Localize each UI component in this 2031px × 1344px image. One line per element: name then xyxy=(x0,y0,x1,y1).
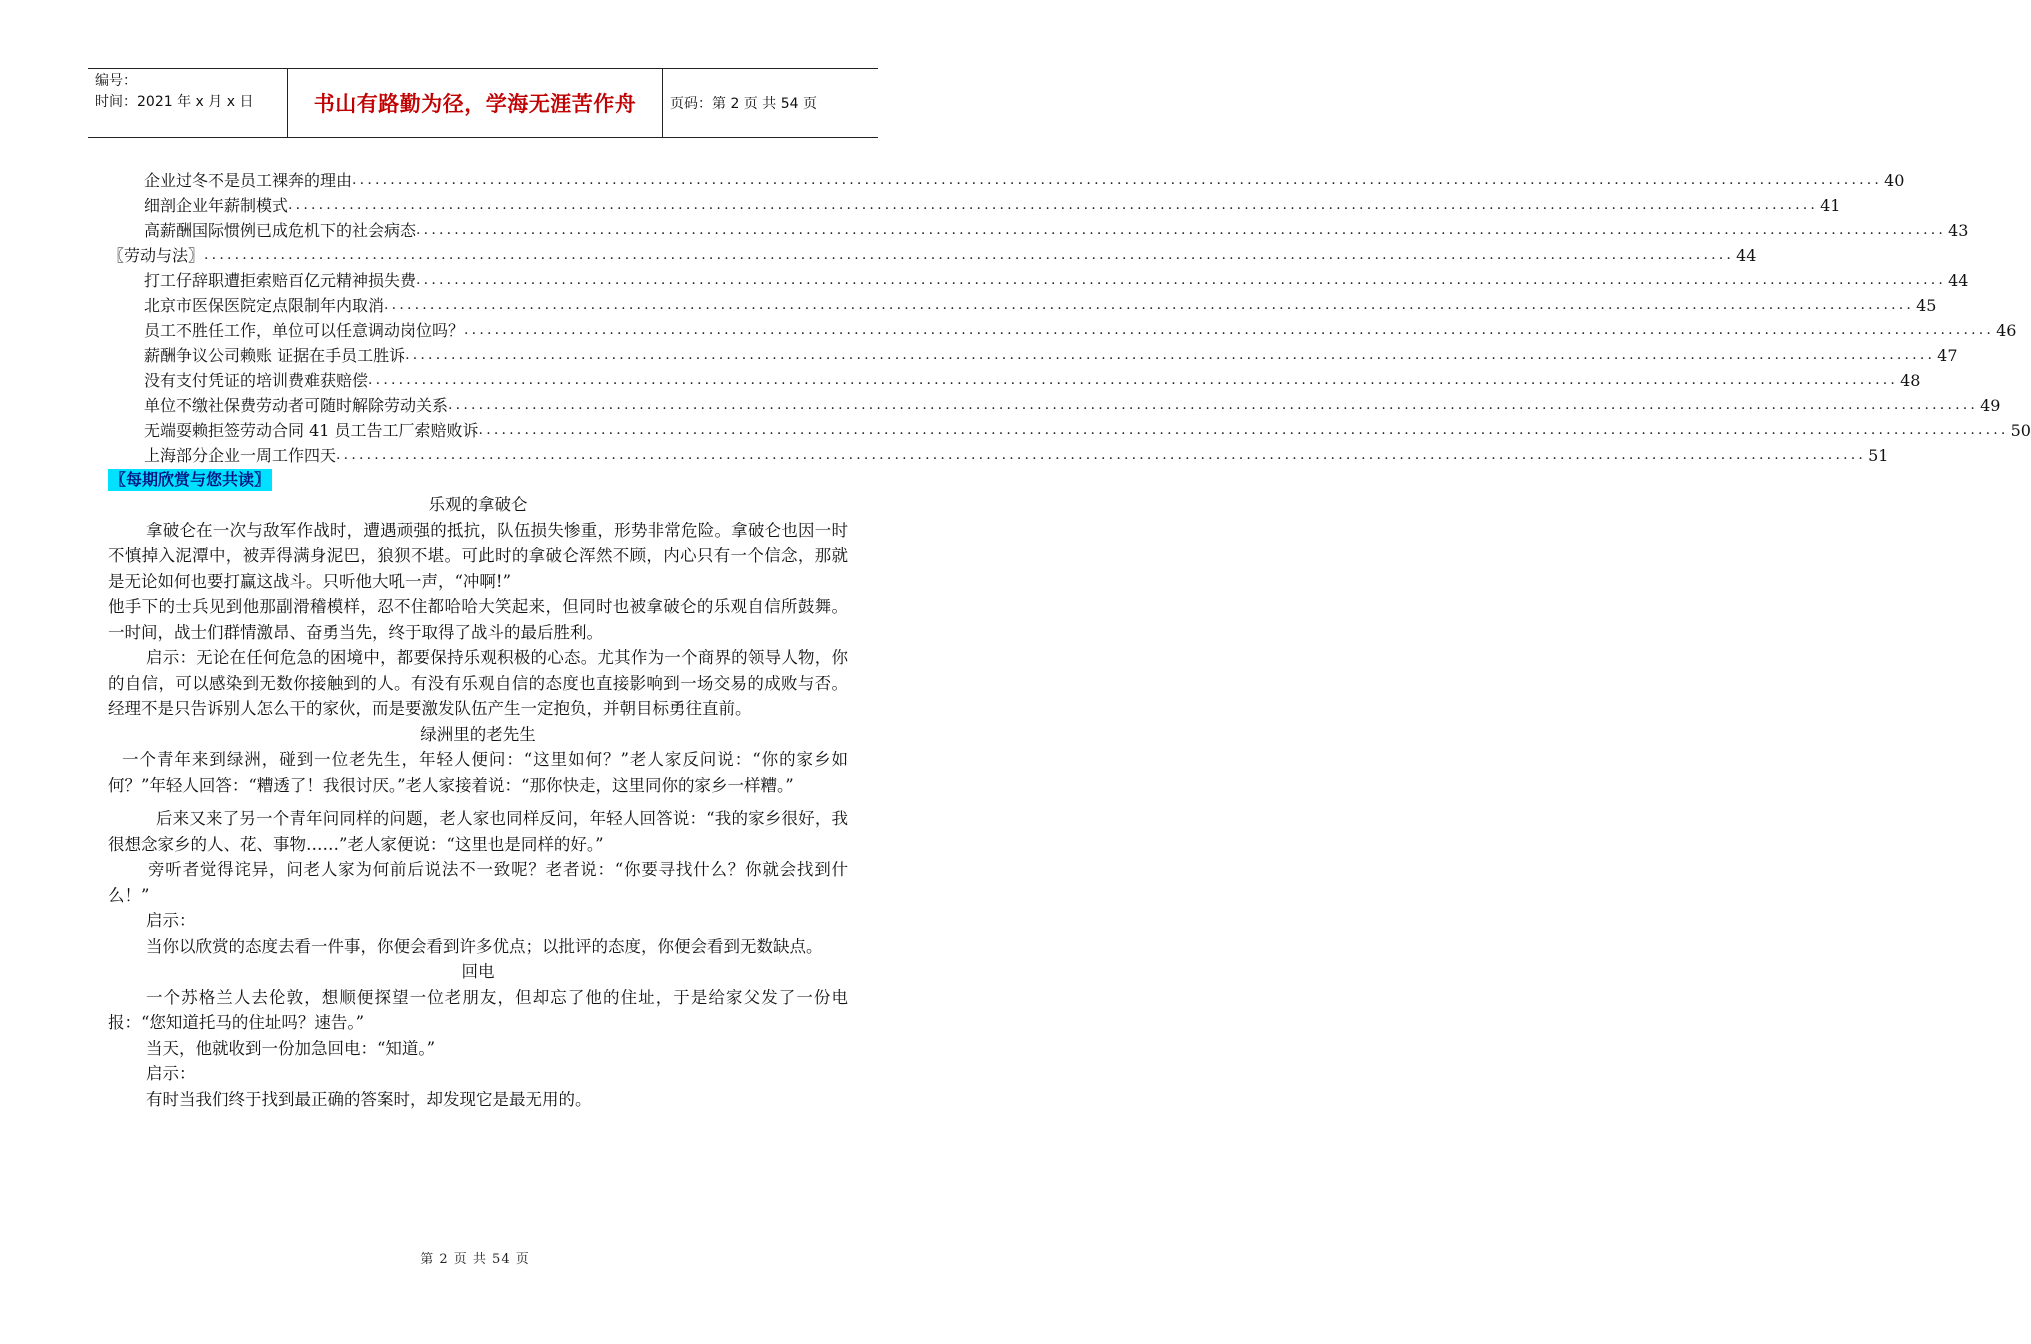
toc-leader-dots: ........................................................................................................................................................................................................ xyxy=(204,247,1735,263)
toc-entry[interactable] xyxy=(108,193,1841,218)
toc-leader-dots: ........................................................................................................................................................................................................ xyxy=(464,322,1995,338)
paragraph: 启示：无论在任何危急的困境中，都要保持乐观积极的心态。尤其作为一个商界的领导人物，你的自信，可以感染到无数你接触到的人。有没有乐观自信的态度也直接影响到一场交易的成败与否。经理不是只告诉别人怎么干的家伙，而是要激发队伍产生一定抱负，并朝目标勇往直前。 xyxy=(108,648,848,718)
article-title: 绿洲里的老先生 xyxy=(420,724,536,744)
toc-entry-page: 44 xyxy=(1736,246,1757,265)
toc-leader-dots: ........................................................................................................................................................................................................ xyxy=(352,172,1883,188)
toc-leader-dots: ........................................................................................................................................................................................................ xyxy=(384,297,1915,313)
toc-entry[interactable] xyxy=(108,343,1958,368)
toc-leader-dots: ........................................................................................................................................................................................................ xyxy=(405,347,1936,363)
paragraph: 他手下的士兵见到他那副滑稽模样，忍不住都哈哈大笑起来，但同时也被拿破仑的乐观自信所鼓舞。一时间，战士们群情激昂、奋勇当先，终于取得了战斗的最后胜利。 xyxy=(108,597,848,642)
toc-entry-title: 北京市医保医院定点限制年内取消 xyxy=(144,296,385,315)
toc-entry-page: 45 xyxy=(1916,296,1937,315)
paragraph: 一个青年来到绿洲，碰到一位老先生，年轻人便问：“这里如何？”老人家反问说：“你的家乡如何？”年轻人回答：“糟透了！我很讨厌。”老人家接着说：“那你快走，这里同你的家乡一样糟。” xyxy=(108,750,848,795)
page-header xyxy=(88,68,878,138)
toc-entry-title: 打工仔辞职遭拒索赔百亿元精神损失费 xyxy=(144,271,417,290)
toc-entry-title: 无端耍赖拒签劳动合同 41 员工告工厂索赔败诉 xyxy=(144,421,479,440)
toc-entry-title: 没有支付凭证的培训费难获赔偿 xyxy=(144,371,369,390)
toc-entry-page: 48 xyxy=(1900,371,1921,390)
page-footer: 第 2 页 共 54 页 xyxy=(420,1252,530,1267)
paragraph: 当天，他就收到一份加急回电：“知道。” xyxy=(146,1038,436,1058)
paragraph: 旁听者觉得诧异，问老人家为何前后说法不一致呢？老者说：“你要寻找什么？你就会找到什么！” xyxy=(108,860,848,905)
toc-entry-title: 上海部分企业一周工作四天 xyxy=(144,446,337,465)
toc-entry-title: 员工不胜任工作，单位可以任意调动岗位吗？ xyxy=(144,321,465,340)
toc-entry-page: 47 xyxy=(1937,346,1958,365)
paragraph: 后来又来了另一个青年问同样的问题，老人家也同样反问，年轻人回答说：“我的家乡很好，我很想念家乡的人、花、事物……”老人家便说：“这里也是同样的好。” xyxy=(108,809,848,854)
toc-entry-page: 44 xyxy=(1948,271,1969,290)
header-serial: 编号： xyxy=(95,73,137,89)
toc-leader-dots: ........................................................................................................................................................................................................ xyxy=(368,372,1899,388)
article-title: 乐观的拿破仑 xyxy=(428,495,528,514)
article-body xyxy=(108,492,848,1112)
toc-entry[interactable] xyxy=(108,293,1937,318)
toc-entry-title: 薪酬争议公司赖账 证据在手员工胜诉 xyxy=(144,346,406,365)
toc-entry-page: 49 xyxy=(1980,396,2001,415)
paragraph: 拿破仑在一次与敌军作战时，遭遇顽强的抵抗，队伍损失惨重，形势非常危险。拿破仑也因一时不慎掉入泥潭中，被弄得满身泥巴，狼狈不堪。可此时的拿破仑浑然不顾，内心只有一个信念，那就是无论如何也要打赢这战斗。只听他大吼一声，“冲啊!” xyxy=(108,520,848,591)
toc-leader-dots: ........................................................................................................................................................................................................ xyxy=(416,222,1947,238)
toc-entry[interactable] xyxy=(108,218,1969,243)
toc-entry-page: 46 xyxy=(1996,321,2017,340)
paragraph: 启示： xyxy=(146,1064,196,1083)
toc-entry-page: 43 xyxy=(1948,221,1969,240)
toc-entry[interactable] xyxy=(108,318,2017,343)
header-page-info: 页码：第 2 页 共 54 页 xyxy=(670,96,817,112)
toc-leader-dots: ........................................................................................................................................................................................................ xyxy=(416,272,1947,288)
toc-leader-dots: ........................................................................................................................................................................................................ xyxy=(478,422,2009,438)
section-label: 〖每期欣赏与您共读〗 xyxy=(110,470,271,489)
toc-entry-page: 40 xyxy=(1884,171,1905,190)
toc-leader-dots: ........................................................................................................................................................................................................ xyxy=(448,397,1979,413)
paragraph: 启示： xyxy=(146,911,196,930)
paragraph: 一个苏格兰人去伦敦，想顺便探望一位老朋友，但却忘了他的住址，于是给家父发了一份电报：“您知道托马的住址吗？速告。” xyxy=(108,987,848,1032)
toc-entry-title: 单位不缴社保费劳动者可随时解除劳动关系 xyxy=(144,396,449,415)
table-of-contents xyxy=(108,168,2031,468)
toc-entry-title: 高薪酬国际惯例已成危机下的社会病态 xyxy=(144,221,417,240)
toc-entry-title: 细剖企业年薪制模式 xyxy=(144,196,289,215)
toc-entry-page: 51 xyxy=(1868,446,1889,465)
toc-entry-page: 41 xyxy=(1820,196,1841,215)
toc-entry[interactable] xyxy=(108,168,1905,193)
toc-leader-dots: ........................................................................................................................................................................................................ xyxy=(288,197,1819,213)
toc-entry-title: 企业过冬不是员工裸奔的理由 xyxy=(144,171,353,190)
paragraph: 当你以欣赏的态度去看一件事，你便会看到许多优点；以批评的态度，你便会看到无数缺点。 xyxy=(146,936,823,956)
toc-entry[interactable] xyxy=(108,368,1921,393)
toc-entry[interactable] xyxy=(108,268,1969,293)
article-title: 回电 xyxy=(461,962,495,981)
toc-leader-dots: ........................................................................................................................................................................................................ xyxy=(336,447,1867,463)
toc-entry[interactable] xyxy=(108,243,1757,268)
header-motto: 书山有路勤为径，学海无涯苦作舟 xyxy=(287,69,663,137)
header-meta xyxy=(95,71,287,135)
toc-entry-title: 〖劳动与法〗 xyxy=(108,246,205,265)
toc-entry[interactable] xyxy=(108,443,1889,468)
toc-entry[interactable] xyxy=(108,393,2001,418)
toc-entry[interactable] xyxy=(108,418,2031,443)
toc-entry-page: 50 xyxy=(2010,421,2031,440)
paragraph: 有时当我们终于找到最正确的答案时，却发现它是最无用的。 xyxy=(146,1089,592,1109)
header-time: 时间：2021 年 x 月 x 日 xyxy=(95,94,254,110)
